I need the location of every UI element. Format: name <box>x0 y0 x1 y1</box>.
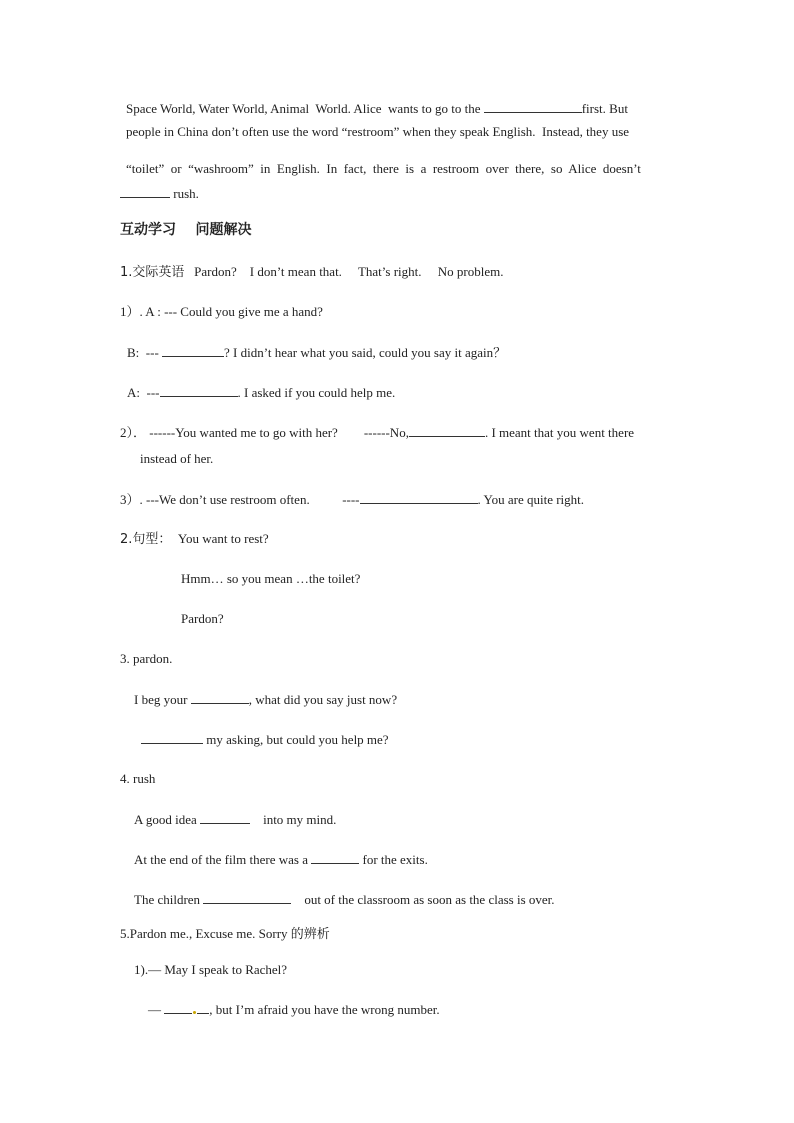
answer-blank[interactable] <box>120 185 170 198</box>
q4-line-1: A good idea into my mind. <box>134 812 337 827</box>
marker-dot <box>193 1011 196 1014</box>
answer-blank[interactable] <box>141 731 203 744</box>
q1-item-1-b: B: --- ? I didn’t hear what you said, could you say it again？ <box>127 345 507 360</box>
answer-blank[interactable] <box>360 491 478 504</box>
q3-header: 3. pardon. <box>120 651 173 666</box>
q1-item-2-b: instead of her. <box>140 451 214 466</box>
q1-item-1-c: A: --- . I asked if you could help me. <box>127 385 396 400</box>
q4-line-2: At the end of the film there was a for the exits. <box>134 852 428 867</box>
q2-line-2: Hmm… so you mean …the toilet? <box>181 571 361 586</box>
passage-line-2: people in China don’t often use the word “restroom” when they speak English. Instead, they use <box>126 124 630 139</box>
q4-line-3: The children out of the classroom as soon as the class is over. <box>134 892 555 907</box>
passage-line-4: rush. <box>120 185 199 202</box>
q1-item-3: 3）. ---We don’t use restroom often. ---- . You are quite right. <box>120 492 585 507</box>
answer-blank[interactable] <box>164 1001 192 1014</box>
q1-item-1: 1）. A : --- Could you give me a hand? <box>120 304 323 319</box>
q2-header: 2.句型： You want to rest? <box>120 531 269 547</box>
q2-line-3: Pardon? <box>181 611 224 626</box>
q3-line-1: I beg your , what did you say just now? <box>134 692 398 707</box>
q3-line-2: my asking, but could you help me? <box>141 731 389 748</box>
section-title: 互动学习 问题解决 <box>120 222 252 238</box>
answer-blank[interactable] <box>484 100 582 113</box>
answer-blank[interactable] <box>197 1001 209 1014</box>
answer-blank[interactable] <box>409 424 485 437</box>
answer-blank[interactable] <box>200 811 250 824</box>
q1-header: 1.交际英语 Pardon? I don’t mean that. That’s right. No problem. <box>120 264 504 280</box>
q5-line-1: 1).— May I speak to Rachel? <box>134 962 288 977</box>
answer-blank[interactable] <box>203 891 291 904</box>
answer-blank[interactable] <box>162 344 224 357</box>
q4-header: 4. rush <box>120 771 156 786</box>
q5-header: 5.Pardon me., Excuse me. Sorry 的辨析 <box>120 926 330 941</box>
passage-line-1: Space World, Water World, Animal World. Alice wants to go to the first. But <box>126 101 628 116</box>
q5-line-2: — , but I’m afraid you have the wrong number. <box>148 1002 440 1017</box>
answer-blank[interactable] <box>160 384 238 397</box>
answer-blank[interactable] <box>311 851 359 864</box>
passage-line-3: “toilet” or “washroom” in English. In fact, there is a restroom over there, so Alice doesn’t <box>126 161 641 176</box>
q1-item-2: 2）． ------You wanted me to go with her? ------No, . I meant that you went there <box>120 425 635 440</box>
answer-blank[interactable] <box>191 691 249 704</box>
